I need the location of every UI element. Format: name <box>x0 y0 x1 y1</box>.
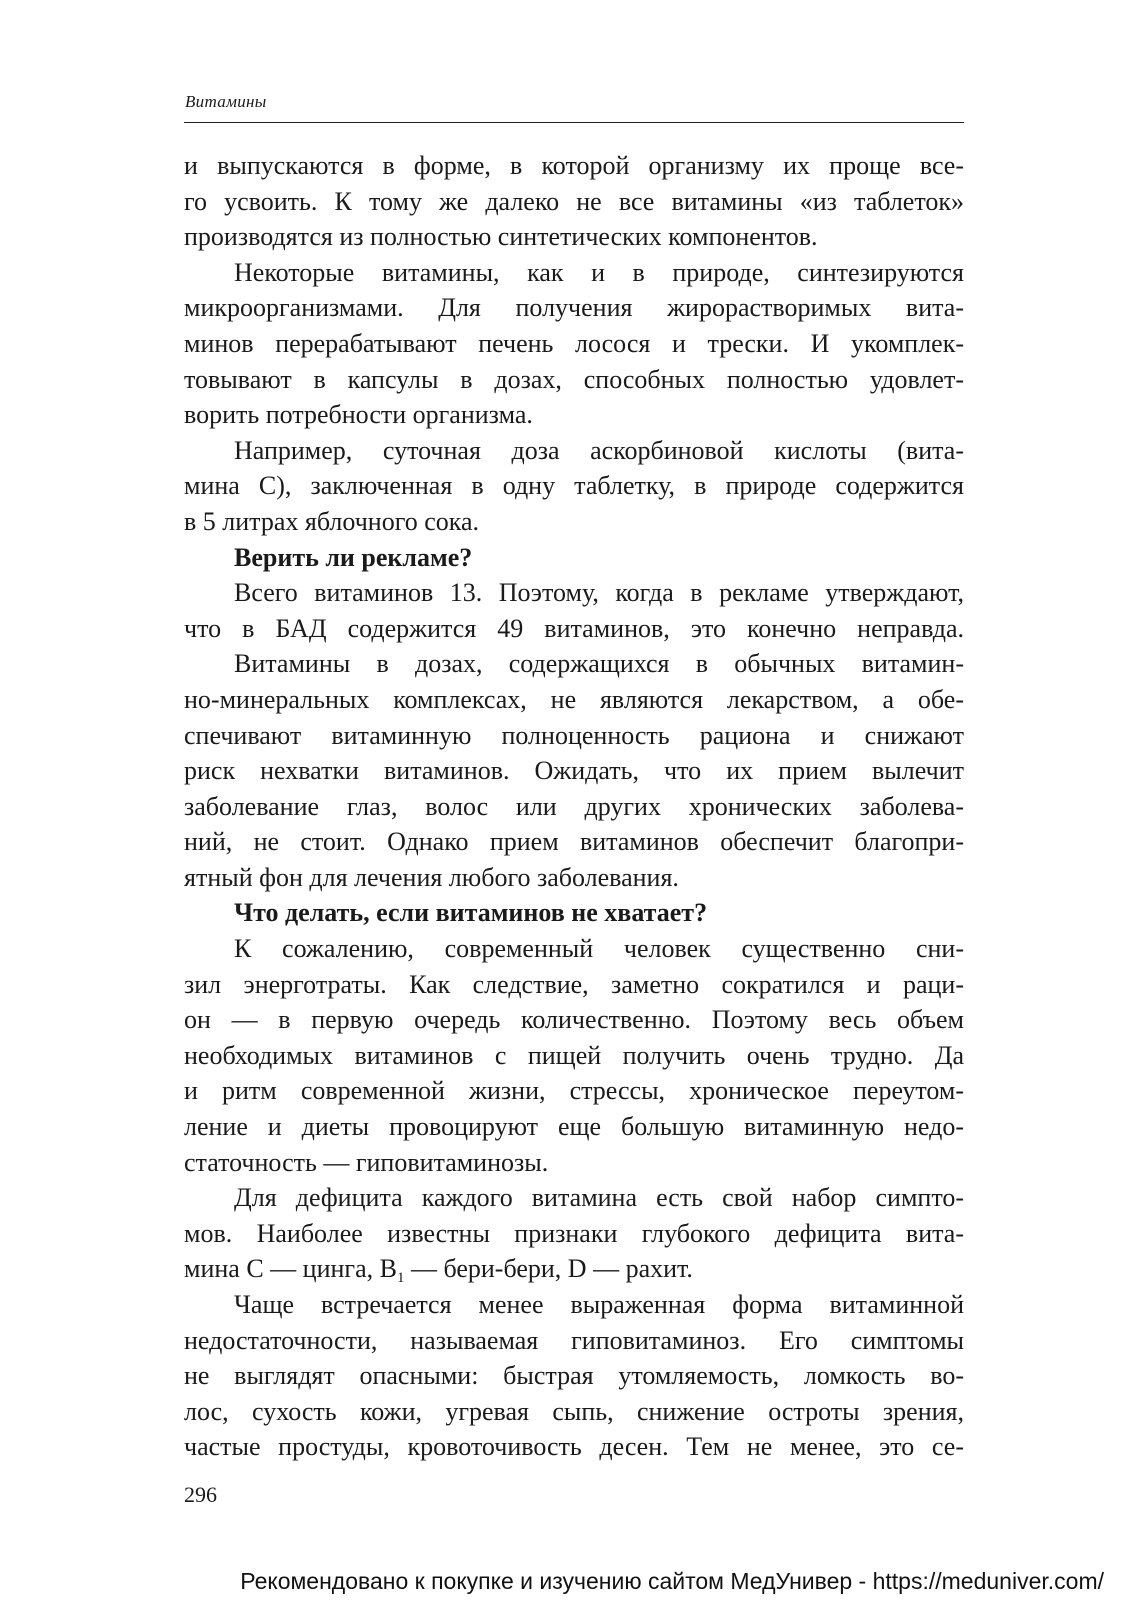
text-line: необходимых витаминов с пищей получить очень трудно. Да <box>184 1040 964 1070</box>
text-line: Всего витаминов 13. Поэтому, когда в рекламе утверждают, <box>234 578 964 608</box>
text-line: Некоторые витамины, как и в природе, синтезируются <box>234 257 964 287</box>
running-title: Витамины <box>185 92 267 111</box>
text-line: что в БАД содержится 49 витаминов, это конечно неправда. <box>184 613 964 643</box>
text-line: спечивают витаминную полноценность рациона и снижают <box>184 720 964 750</box>
text-line: микроорганизмами. Для получения жирорастворимых вита- <box>184 293 964 323</box>
text-line: статочность — гиповитаминозы. <box>184 1147 549 1177</box>
body-text <box>184 148 964 1465</box>
text-line: К сожалению, современный человек существенно сни- <box>234 934 964 964</box>
text-line <box>184 1251 964 1287</box>
text-fragment: мина С — цинга, В <box>184 1254 397 1284</box>
text-line: Для дефицита каждого витамина есть свой набор симпто- <box>234 1183 964 1213</box>
text-fragment: — бери-бери, D — рахит. <box>404 1254 693 1284</box>
text-line: Например, суточная доза аскорбиновой кислоты (вита- <box>234 435 964 465</box>
text-line: мина С), заключенная в одну таблетку, в природе содержится <box>184 471 964 501</box>
text-line: заболевание глаз, волос или других хронических заболева- <box>184 791 964 821</box>
text-line: лос, сухость кожи, угревая сыпь, снижение остроты зрения, <box>184 1396 964 1426</box>
text-line: производятся из полностью синтетических компонентов. <box>184 222 818 252</box>
text-line: частые простуды, кровоточивость десен. Тем не менее, это се- <box>184 1432 964 1462</box>
text-line: но-минеральных комплексах, не являются лекарством, а обе- <box>184 684 964 714</box>
section-heading: Что делать, если витаминов не хватает? <box>234 898 708 928</box>
text-line: ний, не стоит. Однако прием витаминов обеспечит благопри- <box>184 827 964 857</box>
page-number: 296 <box>184 1482 217 1507</box>
text-line: ятный фон для лечения любого заболевания. <box>184 862 679 892</box>
footer-note: Рекомендовано к покупке и изучению сайтом МедУнивер - https://meduniver.com/ <box>240 1568 1104 1594</box>
text-line: Чаще встречается менее выраженная форма витаминной <box>234 1290 964 1319</box>
section-heading: Верить ли рекламе? <box>234 542 473 572</box>
text-line: ление и диеты провоцируют еще большую витаминную недо- <box>184 1112 964 1142</box>
text-line: Витамины в дозах, содержащихся в обычных витамин- <box>234 649 964 679</box>
text-line: товывают в капсулы в дозах, способных полностью удовлет- <box>184 364 964 394</box>
subscript: 1 <box>396 1270 405 1287</box>
text-line: и выпускаются в форме, в которой организму их проще все- <box>184 151 964 180</box>
text-line: минов перерабатывают печень лосося и трески. И укомплек- <box>184 328 964 358</box>
text-line: го усвоить. К тому же далеко не все витамины «из таблеток» <box>184 186 964 216</box>
text-line: риск нехватки витаминов. Ожидать, что их прием вылечит <box>184 756 964 786</box>
text-line: в 5 литрах яблочного сока. <box>184 506 480 536</box>
text-line: не выглядят опасными: быстрая утомляемость, ломкость во- <box>184 1361 964 1391</box>
text-line: ворить потребности организма. <box>184 400 533 430</box>
text-line: зил энерготраты. Как следствие, заметно сократился и раци- <box>184 969 964 999</box>
text-line: он — в первую очередь количественно. Поэтому весь объем <box>184 1005 964 1035</box>
text-line: и ритм современной жизни, стрессы, хроническое переутом- <box>184 1076 964 1106</box>
text-line: мов. Наиболее известны признаки глубокого дефицита вита- <box>184 1218 964 1248</box>
header-rule <box>184 122 964 123</box>
text-line: недостаточности, называемая гиповитаминоз. Его симптомы <box>184 1325 964 1355</box>
